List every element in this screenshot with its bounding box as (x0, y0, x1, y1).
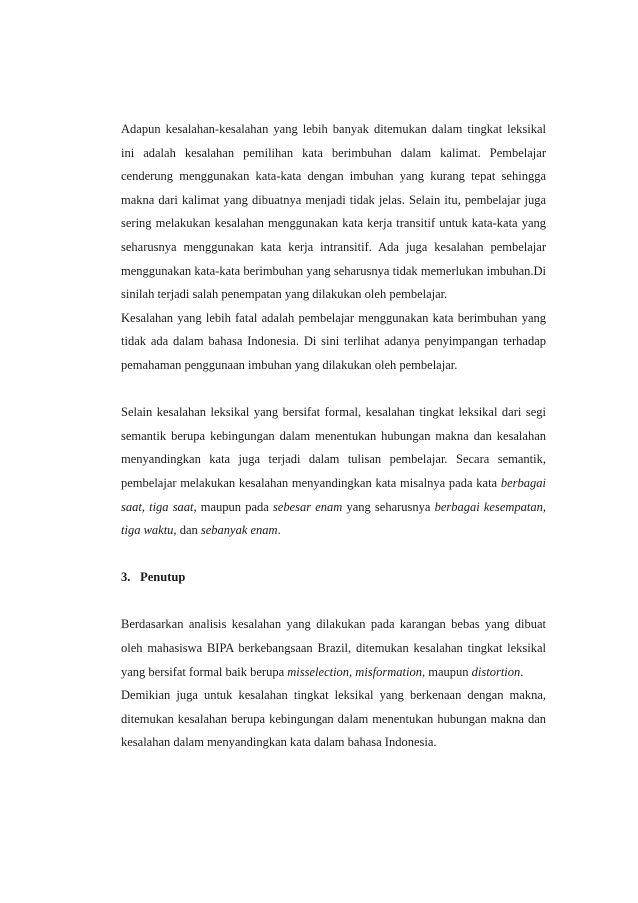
italic-term: misselection, misformation, (287, 664, 426, 679)
text-run: Selain kesalahan leksikal yang bersifat formal, kesalahan tingkat leksikal dari segi semantik berupa kebingungan dalam menentukan hubungan makna dan kesalahan menyandingkan kata juga terjadi dalam tulisan pembelajar. Secara semantik, pembelajar melakukan kesalahan menyandingkan kata misalnya pada kata (121, 405, 546, 490)
italic-example: berbagai saat (121, 475, 546, 514)
paragraph-spacer (121, 378, 546, 402)
italic-example: sebanyak enam (200, 523, 278, 538)
italic-example: tiga saat, (149, 499, 197, 514)
italic-example: berbagai kesempatan, tiga waktu, (121, 499, 546, 538)
text-run: . (520, 664, 524, 679)
paragraph-semantic-errors (121, 401, 546, 543)
italic-example: sebesar enam (272, 499, 343, 514)
text-run: . (277, 523, 281, 538)
italic-term: distortion (471, 664, 521, 679)
text-run: maupun pada (196, 499, 273, 514)
paragraph-spacer (121, 543, 546, 567)
paragraph-fatal-errors: Kesalahan yang lebih fatal adalah pembelajar menggunakan kata berimbuhan yang tidak ada dalam bahasa Indonesia. Di sini terlihat adanya penyimpangan terhadap pemahaman penggunaan imbuhan yang dilakukan oleh pembelajar. (121, 310, 546, 372)
section-number: 3. (121, 570, 131, 585)
section-title: Penutup (140, 570, 186, 585)
text-run: yang seharusnya (342, 499, 435, 514)
paragraph-lexical-errors: Adapun kesalahan-kesalahan yang lebih banyak ditemukan dalam tingkat leksikal ini adalah kesalahan pemilihan kata berimbuhan dalam kalimat. Pembelajar cenderung menggunakan kata-kata dengan imbuhan yang kurang tepat sehingga makna dari kalimat yang dibuatnya menjadi tidak jelas. Selain itu, pembelajar juga sering melakukan kesalahan menggunakan kata kerja transitif untuk kata-kata yang seharusnya menggunakan kata kerja intransitif. Ada juga kesalahan pembelajar menggunakan kata-kata berimbuhan yang seharusnya tidak memerlukan imbuhan.Di sinilah terjadi salah penempatan yang dilakukan oleh pembelajar. (121, 122, 546, 302)
text-run: Berdasarkan analisis kesalahan yang dilakukan pada karangan bebas yang dibuat oleh mahasiswa BIPA berkebangsaan Brazil, ditemukan kesalahan tingkat leksikal yang bersifat formal baik berupa (121, 617, 546, 679)
text-run: dan (176, 523, 201, 538)
paragraph-conclusion-semantic: Demikian juga untuk kesalahan tingkat leksikal yang berkenaan dengan makna, ditemukan kesalahan berupa kebingungan dalam menentukan hubungan makna dan kesalahan dalam menyandingkan kata dalam bahasa Indonesia. (121, 688, 546, 750)
paragraph-conclusion (121, 613, 546, 684)
paragraph-spacer (121, 590, 546, 614)
document-page (121, 118, 546, 755)
section-heading (121, 566, 546, 590)
text-run: , (141, 499, 150, 514)
text-run: maupun (425, 664, 472, 679)
